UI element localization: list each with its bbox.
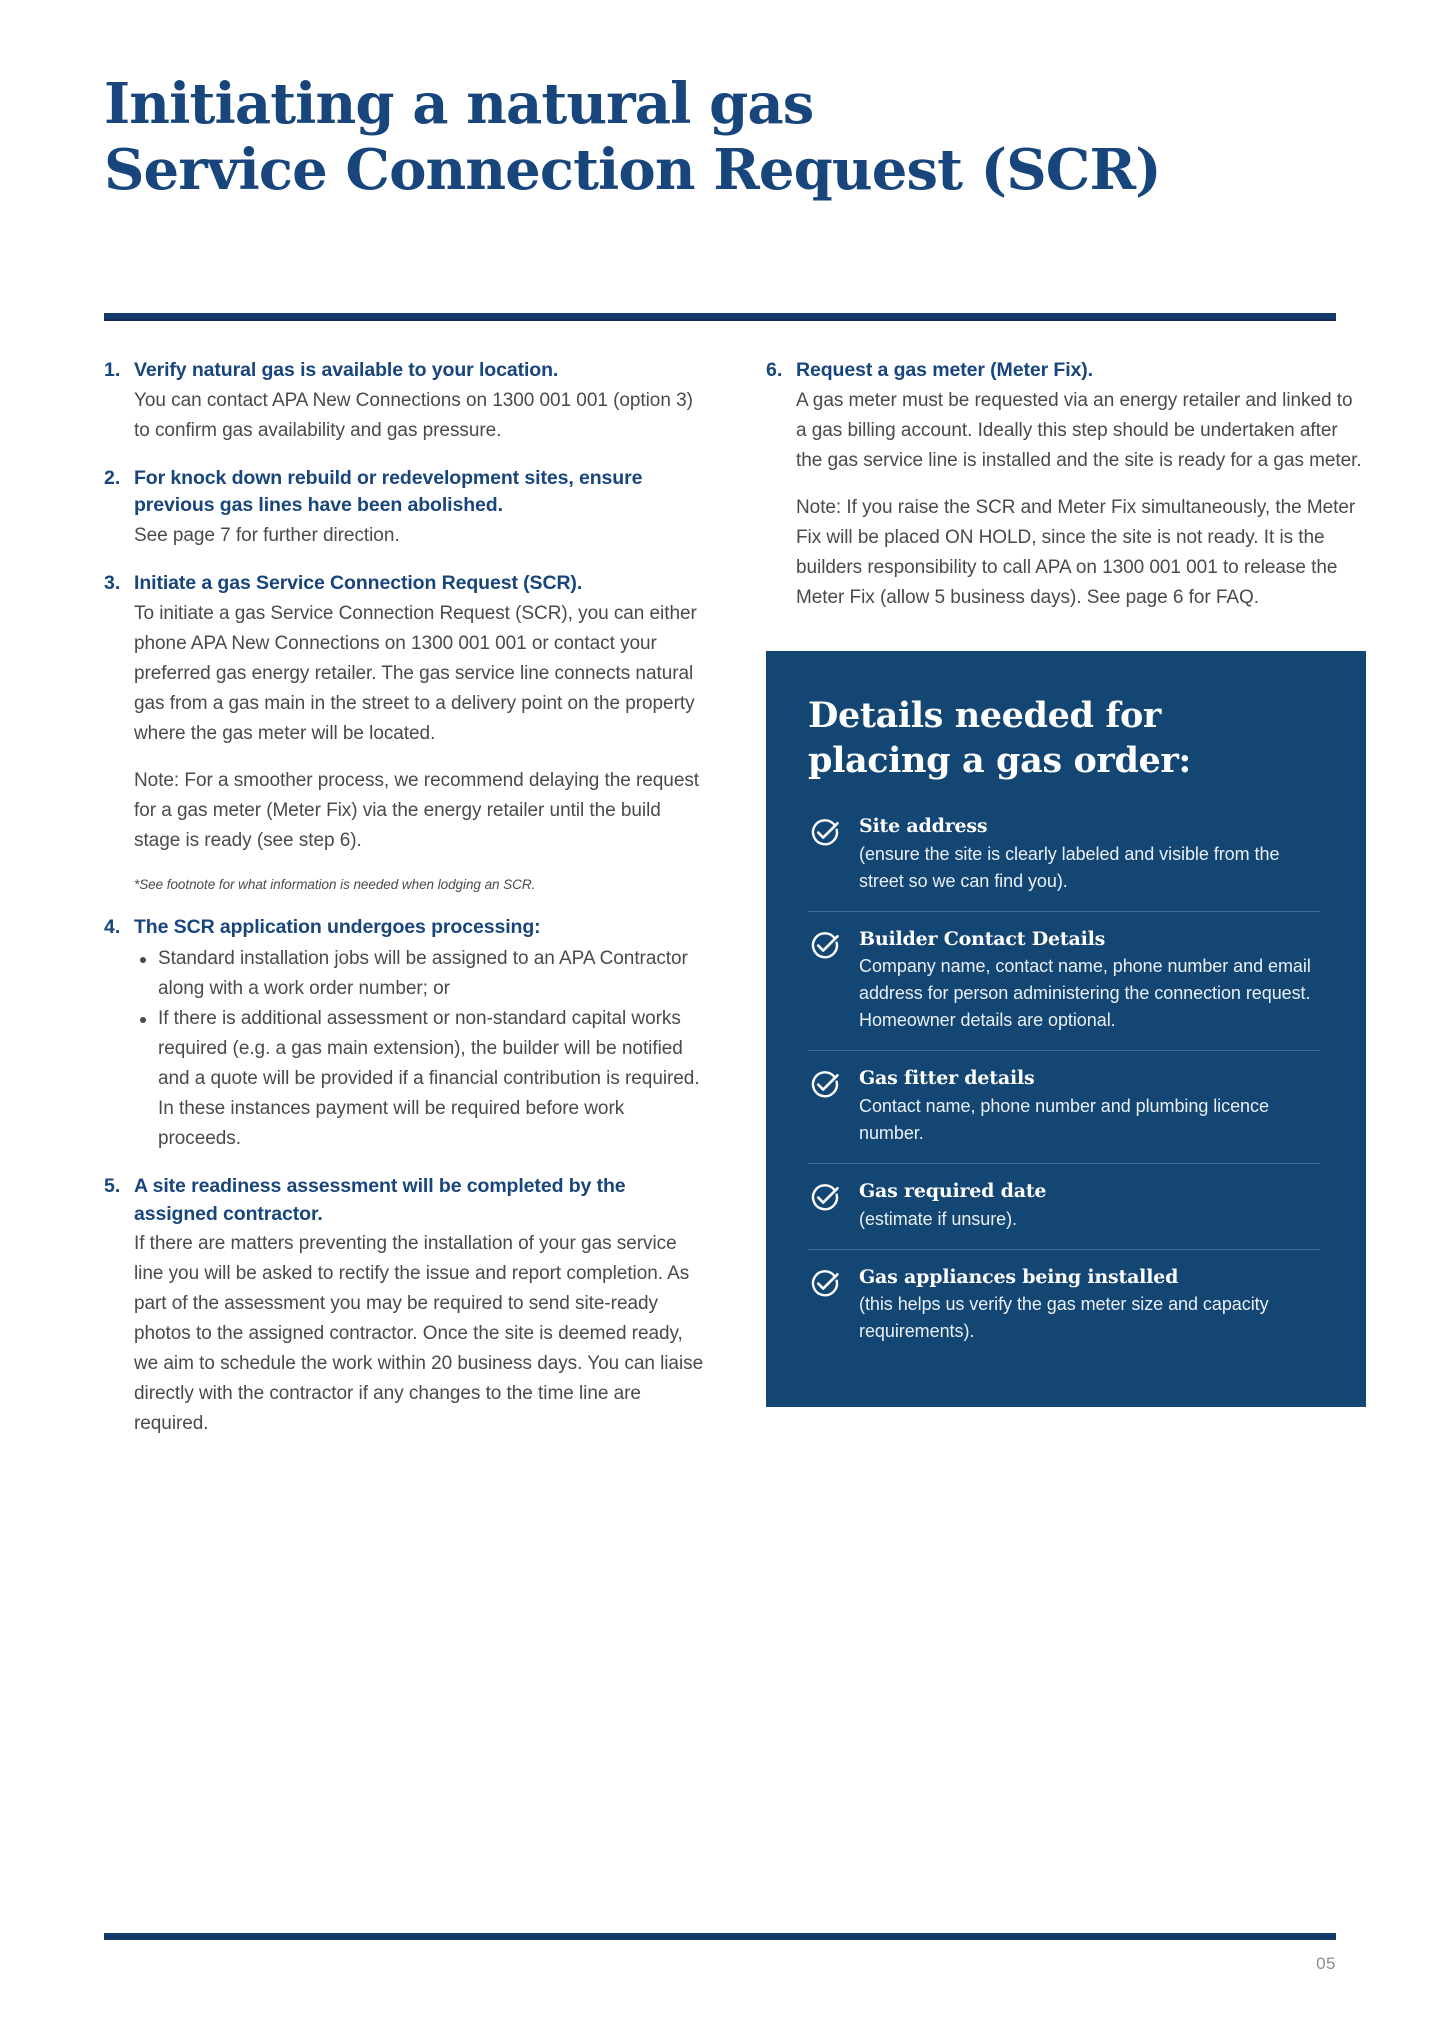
page-title bbox=[104, 0, 1336, 203]
step-5-text: If there are matters preventing the installation of your gas service line you will be asked to rectify the issue and report completion. As part of the assessment you may be required to send site-ready photos to the assigned contractor. Once the site is deemed ready, we aim to schedule the work within 20 business days. You can liaise directly with the contractor if any changes to the time line are required. bbox=[134, 1233, 704, 1435]
checklist-item-title: Builder Contact Details bbox=[859, 927, 1106, 950]
step-3-footnote: *See footnote for what information is needed when lodging an SCR. bbox=[134, 876, 536, 892]
step-6 bbox=[766, 357, 1366, 613]
left-column bbox=[104, 357, 704, 1458]
step-5-heading: A site readiness assessment will be completed by the assigned contractor. bbox=[134, 1175, 626, 1225]
details-needed-panel bbox=[766, 651, 1366, 1407]
checklist-item-desc: Company name, contact name, phone number and email address for person administering the connection request. Homeowner details are optional. bbox=[859, 956, 1311, 1031]
checklist-item-desc: (this helps us verify the gas meter size and capacity requirements). bbox=[859, 1294, 1269, 1342]
checklist-item-desc: (ensure the site is clearly labeled and visible from the street so we can find you). bbox=[859, 843, 1280, 891]
page-title-line-2: Service Connection Request (SCR) bbox=[104, 136, 1161, 203]
step-5 bbox=[104, 1173, 704, 1439]
step-1-heading: Verify natural gas is available to your location. bbox=[134, 359, 559, 382]
step-6-number: 6. bbox=[766, 359, 783, 382]
step-1 bbox=[104, 357, 704, 446]
step-1-text: You can contact APA New Connections on 1300 001 001 (option 3) to confirm gas availability and gas pressure. bbox=[134, 389, 693, 441]
checklist-item-desc: (estimate if unsure). bbox=[859, 1208, 1018, 1229]
checklist-item-gas-fitter-details bbox=[808, 1050, 1320, 1163]
checklist-item-title: Gas fitter details bbox=[859, 1067, 1035, 1090]
check-circle-icon bbox=[808, 1181, 842, 1215]
checklist-item-builder-contact-details bbox=[808, 911, 1320, 1051]
checklist-item-gas-required-date bbox=[808, 1163, 1320, 1249]
checklist-item-desc: Contact name, phone number and plumbing licence number. bbox=[859, 1095, 1269, 1143]
checklist-item-title: Site address bbox=[859, 814, 988, 837]
content-columns bbox=[104, 357, 1362, 1458]
check-circle-icon bbox=[808, 929, 842, 963]
step-6-heading: Request a gas meter (Meter Fix). bbox=[796, 359, 1093, 382]
checklist-item-site-address bbox=[808, 810, 1320, 911]
list-item: Standard installation jobs will be assigned to an APA Contractor along with a work order number; or bbox=[134, 944, 704, 1004]
checklist-item-title: Gas required date bbox=[859, 1179, 1047, 1202]
step-2-text: See page 7 for further direction. bbox=[134, 525, 400, 547]
step-1-number: 1. bbox=[104, 359, 121, 382]
panel-title-line-2: placing a gas order: bbox=[808, 740, 1191, 782]
step-5-number: 5. bbox=[104, 1175, 121, 1197]
page-footer bbox=[104, 1933, 1336, 1974]
step-4-number: 4. bbox=[104, 916, 121, 939]
step-4-heading: The SCR application undergoes processing: bbox=[134, 916, 541, 939]
step-3 bbox=[104, 570, 704, 895]
step-3-heading: Initiate a gas Service Connection Request (SCR). bbox=[134, 572, 583, 595]
step-3-number: 3. bbox=[104, 572, 121, 595]
right-column bbox=[766, 357, 1366, 1458]
step-4-bullet-list bbox=[134, 944, 704, 1154]
bottom-divider-rule bbox=[104, 1933, 1336, 1940]
check-circle-icon bbox=[808, 1267, 842, 1301]
step-3-note: Note: For a smoother process, we recommend delaying the request for a gas meter (Meter Fix) via the energy retailer until the build stage is ready (see step 6). bbox=[134, 769, 700, 851]
step-6-text: A gas meter must be requested via an energy retailer and linked to a gas billing account. Ideally this step should be undertaken after the gas service line is installed and the site is ready for a gas meter. bbox=[796, 389, 1362, 471]
checklist-item-title: Gas appliances being installed bbox=[859, 1265, 1179, 1288]
panel-title-line-1: Details needed for bbox=[808, 694, 1161, 736]
page-title-line-1: Initiating a natural gas bbox=[104, 71, 814, 137]
step-2-heading: For knock down rebuild or redevelopment sites, ensure previous gas lines have been abolished. bbox=[134, 466, 643, 517]
step-6-note: Note: If you raise the SCR and Meter Fix simultaneously, the Meter Fix will be placed ON HOLD, since the site is not ready. It is the builders responsibility to call APA on 1300 001 001 to release the Meter Fix (allow 5 business days). See page 6 for FAQ. bbox=[796, 496, 1356, 608]
page-number: 05 bbox=[1316, 1954, 1336, 1973]
checklist-item-gas-appliances bbox=[808, 1249, 1320, 1362]
top-divider-rule bbox=[104, 313, 1336, 321]
step-3-text: To initiate a gas Service Connection Request (SCR), you can either phone APA New Connections on 1300 001 001 or contact your preferred gas energy retailer. The gas service line connects natural gas from a gas main in the street to a delivery point on the property where the gas meter will be located. bbox=[134, 602, 697, 744]
step-2 bbox=[104, 465, 704, 551]
check-circle-icon bbox=[808, 816, 842, 850]
step-4 bbox=[104, 914, 704, 1154]
check-circle-icon bbox=[808, 1068, 842, 1102]
step-2-number: 2. bbox=[104, 466, 121, 489]
panel-checklist bbox=[808, 810, 1320, 1361]
list-item: If there is additional assessment or non-standard capital works required (e.g. a gas main extension), the builder will be notified and a quote will be provided if a financial contribution is required. In these instances payment will be required before work proceeds. bbox=[134, 1004, 704, 1154]
